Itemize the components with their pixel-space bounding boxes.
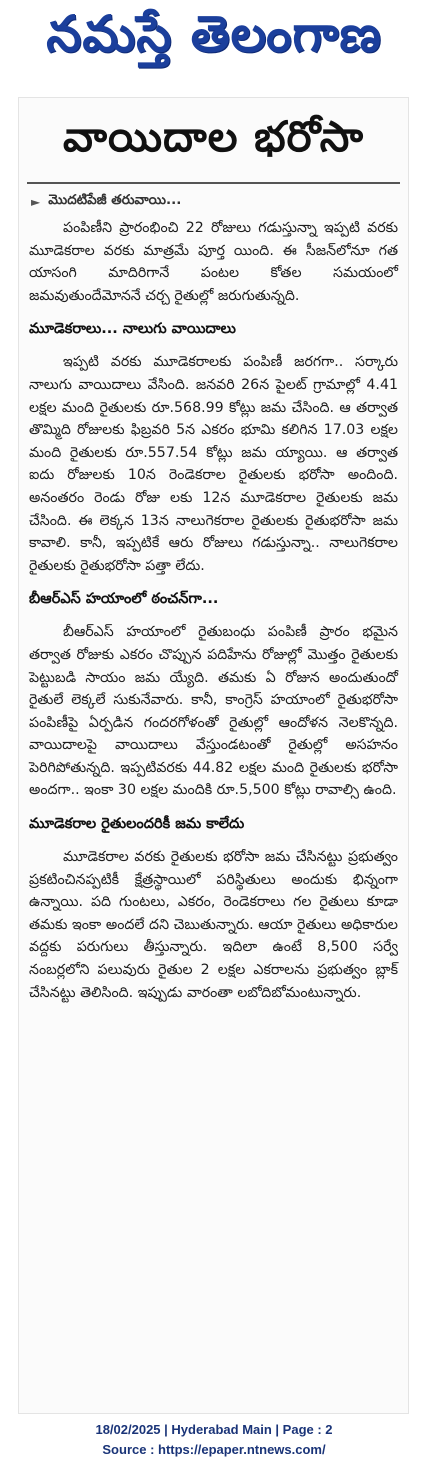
continuation-label: మొదటిపేజీ తరువాయి...: [48, 192, 182, 208]
continuation-marker: [31, 192, 396, 211]
headline-divider: [27, 182, 400, 184]
source-line: Source : https://epaper.ntnews.com/: [102, 1442, 326, 1457]
newspaper-masthead: [18, 4, 410, 76]
article-clipping: [18, 97, 409, 1414]
edition-line: 18/02/2025 | Hyderabad Main | Page : 2: [95, 1422, 333, 1437]
section-body-2: బీఆర్ఎస్ హయాంలో రైతుబంధు పంపిణీ ప్రారం భమైన తర్వాత రోజుకు ఎకరం చొప్పున పదిహేను రోజుల్లో మొత్తం రైతులకు పెట్టుబడి సాయం జమ య్యేది. తమకు ఏ రోజున అందుతుందో రైతులే లెక్కలే సుకునేవారు. కానీ, కాంగ్రెస్ హయాంలో రైతుభరోసా పంపిణీపై ఏర్పడిన గందరగోళంతో రైతుల్లో ఆందోళన నెలకొన్నది. వాయిదాలపై వాయిదాలు వేస్తుండటంతో రైతుల్లో అసహనం పెరిగిపోతున్నది. ఇప్పటివరకు 44.82 లక్షల మంది రైతులకు భరోసా అందగా.. ఇంకా 30 లక్షల మందికి రూ.5,500 కోట్లు రావాల్సి ఉంది.: [29, 624, 398, 799]
page-footer: [0, 1420, 428, 1460]
masthead-logo: నమస్తే తెలంగాణ: [46, 4, 382, 63]
intro-paragraph: పంపిణీని ప్రారంభించి 22 రోజులు గడుస్తున్నా ఇప్పటి వరకు మూడెకరాల వరకు మాత్రమే పూర్త యింది. ఈ సీజన్‌లోనూ గత యాసంగి మాదిరిగానే పంటల కోతల సమయంలో జమవుతుందేమోననే చర్చ రైతుల్లో జరుగుతున్నది.: [29, 220, 398, 304]
section-heading-3: మూడెకరాల రైతులందరికీ జమ కాలేదు: [29, 816, 245, 833]
triangle-right-icon: ►: [31, 194, 41, 209]
section-body-3: మూడెకరాల వరకు రైతులకు భరోసా జమ చేసినట్టు ప్రభుత్వం ప్రకటించినప్పటికీ క్షేత్రస్థాయిలో పరిస్థితులు అందుకు భిన్నంగా ఉన్నాయి. పది గుంటలు, ఎకరం, రెండెకరాలు గల రైతులు కూడా తమకు ఇంకా అందలే దని చెబుతున్నారు. ఆయా రైతులు అధికారుల వద్దకు పరుగులు తీస్తున్నారు. ఇదిలా ఉంటే 8,500 సర్వే నంబర్లలోని పలువురు రైతుల 2 లక్షల ఎకరాలను ప్రభుత్వం బ్లాక్ చేసినట్టు తెలిసింది. ఇప్పుడు వారంతా లబోదిబోమంటున్నారు.: [29, 849, 398, 1001]
section-heading-2: బీఆర్ఎస్ హయాంలో ఠంచన్‌గా...: [29, 591, 219, 608]
article-headline: వాయిదాల భరోసా: [63, 112, 364, 161]
section-heading-1: మూడెకరాలు... నాలుగు వాయిదాలు: [29, 321, 236, 338]
section-body-1: ఇప్పటి వరకు మూడెకరాలకు పంపిణీ జరగగా.. సర్కారు నాలుగు వాయిదాలు వేసింది. జనవరి 26న పైలట్ గ్రామాల్లో 4.41 లక్షల మంది రైతులకు రూ.568.99 కోట్లు జమ చేసింది. ఆ తర్వాత తొమ్మిది రోజులకు ఫిబ్రవరి 5న ఎకరం భూమి కలిగిన 17.03 లక్షల మంది రైతులకు రూ.557.54 కోట్లు జమ య్యాయి. ఆ తర్వాత ఐదు రోజులకు 10న రెండెకరాల రైతులకు భరోసా అందింది. అనంతరం రెండు రోజు లకు 12న మూడెకరాల రైతులకు జమ చేసింది. ఈ లెక్కన 13న నాలుగెకరాల రైతులకు రైతుభరోసా జమ కావాలి. కానీ, ఇప్పటికే ఆరు రోజులు గడుస్తున్నా.. నాలుగెకరాల రైతులకు రైతుభరోసా పత్తా లేదు.: [29, 354, 398, 574]
